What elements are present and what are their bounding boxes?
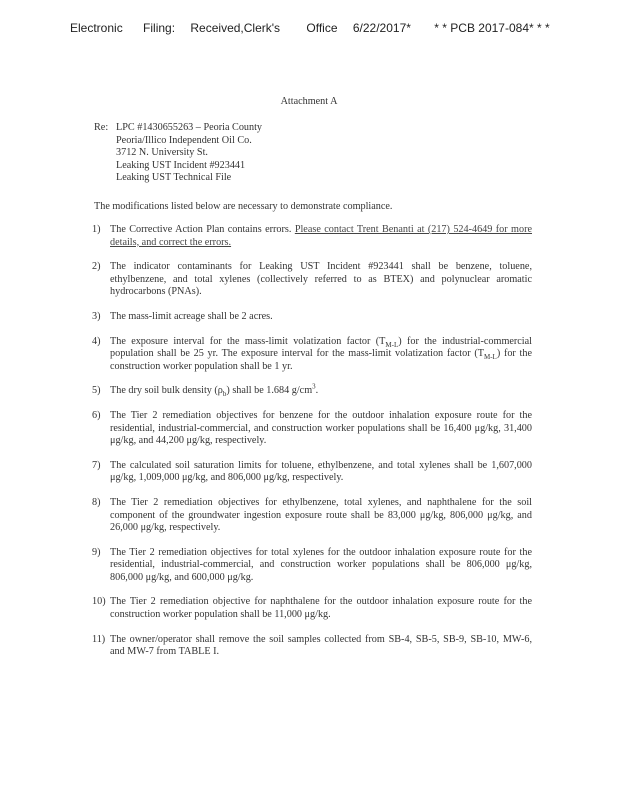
item-number: 8) — [92, 496, 101, 508]
subscript: b — [222, 390, 227, 399]
item-number: 4) — [92, 335, 101, 347]
re-line-company: Peoria/Illico Independent Oil Co. — [116, 134, 252, 146]
filing-header-electronic: Electronic — [70, 21, 123, 35]
list-item — [92, 497, 532, 535]
list-item — [92, 261, 532, 299]
re-lines — [116, 122, 262, 185]
item-number: 3) — [92, 310, 101, 322]
re-line-address: 3712 N. University St. — [116, 147, 208, 159]
re-line-technical-file: Leaking UST Technical File — [116, 172, 232, 184]
item-text: The Tier 2 remediation objectives for benzene for the outdoor inhalation exposure route for the residential, industrial-commercial, and construction worker populations shall be 16,400 μg/kg, 31,400 μg/kg, and 44,200 μg/kg, respectively. — [110, 409, 532, 447]
item-text — [110, 382, 532, 399]
item-text-part: ) for the construction worker population shall be 1 yr. — [110, 348, 532, 372]
intro-paragraph: The modifications listed below are necessary to demonstrate compliance. — [94, 201, 393, 212]
attachment-title: Attachment A — [280, 96, 338, 107]
item-text-part: ) shall be 1.684 g/cm — [226, 385, 313, 397]
modifications-list — [92, 224, 532, 671]
subscript: M-L — [385, 340, 399, 349]
item-text: The Tier 2 remediation objectives for total xylenes for the outdoor inhalation exposure route for the residential, industrial-commercial, and construction worker populations shall be 806,000 μg/kg, 806,000 μg/kg, and 600,000 μg/kg. — [110, 546, 532, 583]
item-text-part: The exposure interval for the mass-limit volatization factor (T — [110, 335, 386, 347]
item-text: The owner/operator shall remove the soil samples collected from SB-4, SB-5, SB-9, SB-10, MW-6, and MW-7 from TABLE I. — [110, 633, 532, 658]
item-number: 6) — [92, 409, 101, 421]
re-line-incident: Leaking UST Incident #923441 — [116, 159, 246, 171]
item-text: The Tier 2 remediation objective for naphthalene for the outdoor inhalation exposure route for the construction worker population shall be 11,000 μg/kg. — [110, 596, 532, 621]
item-text-part: The Corrective Action Plan contains errors. — [110, 224, 295, 235]
item-text: The calculated soil saturation limits for toluene, ethylbenzene, and total xylenes shall be 1,607,000 μg/kg, 1,009,000 μg/kg, and 806,000 μg/kg, respectively. — [110, 459, 532, 484]
subscript: M-L — [483, 353, 497, 362]
list-item — [92, 336, 532, 374]
item-text-part: . — [315, 385, 319, 397]
item-text-part: The dry soil bulk density (ρ — [110, 385, 223, 397]
list-item — [92, 382, 532, 399]
item-text: The Tier 2 remediation objectives for ethylbenzene, total xylenes, and naphthalene for the soil component of the groundwater ingestion exposure route shall be 83,000 μg/kg, 806,000 μg/kg, and 26,000 μg/kg, respectively. — [110, 496, 532, 534]
filing-header-date: 6/22/2017* — [352, 21, 411, 35]
item-text: The indicator contaminants for Leaking UST Incident #923441 shall be benzene, toluene, ethylbenzene, and total xylenes (collectively referred to as BTEX) and polynuclear aromatic hydrocarbons (PNAs). — [110, 261, 532, 298]
filing-header-pcb-number: * * PCB 2017-084* * * — [434, 21, 550, 35]
item-number: 2) — [92, 261, 101, 273]
re-block — [94, 122, 262, 185]
list-item — [92, 410, 532, 448]
filing-header-received: Received,Clerk's — [190, 21, 281, 35]
list-item — [92, 224, 532, 249]
superscript: 3 — [312, 382, 316, 391]
list-item — [92, 311, 532, 324]
item-text — [110, 224, 532, 249]
list-item — [92, 634, 532, 659]
re-label: Re: — [94, 122, 109, 133]
filing-header-filing: Filing: — [143, 21, 176, 35]
item-text — [110, 336, 532, 374]
item-number: 11) — [92, 633, 106, 645]
list-item — [92, 596, 532, 621]
list-item — [92, 460, 532, 485]
item-number: 9) — [92, 546, 101, 558]
item-text: The mass-limit acreage shall be 2 acres. — [110, 310, 273, 322]
item-number: 5) — [92, 385, 101, 397]
item-number: 1) — [92, 224, 101, 235]
item-number: 7) — [92, 459, 101, 471]
filing-header-office: Office — [306, 21, 338, 35]
item-text-part: ) for the industrial-commercial population shall be 25 yr. The exposure interval for the mass-limit volatization factor (T — [110, 335, 532, 360]
item-number: 10) — [92, 596, 106, 608]
list-item — [92, 547, 532, 585]
electronic-filing-header — [70, 21, 550, 35]
underlined-contact-note: Please contact Trent Benanti at (217) 524-4649 for more details, and correct the errors. — [110, 224, 532, 248]
re-line-lpc: LPC #1430655263 – Peoria County — [116, 122, 263, 133]
